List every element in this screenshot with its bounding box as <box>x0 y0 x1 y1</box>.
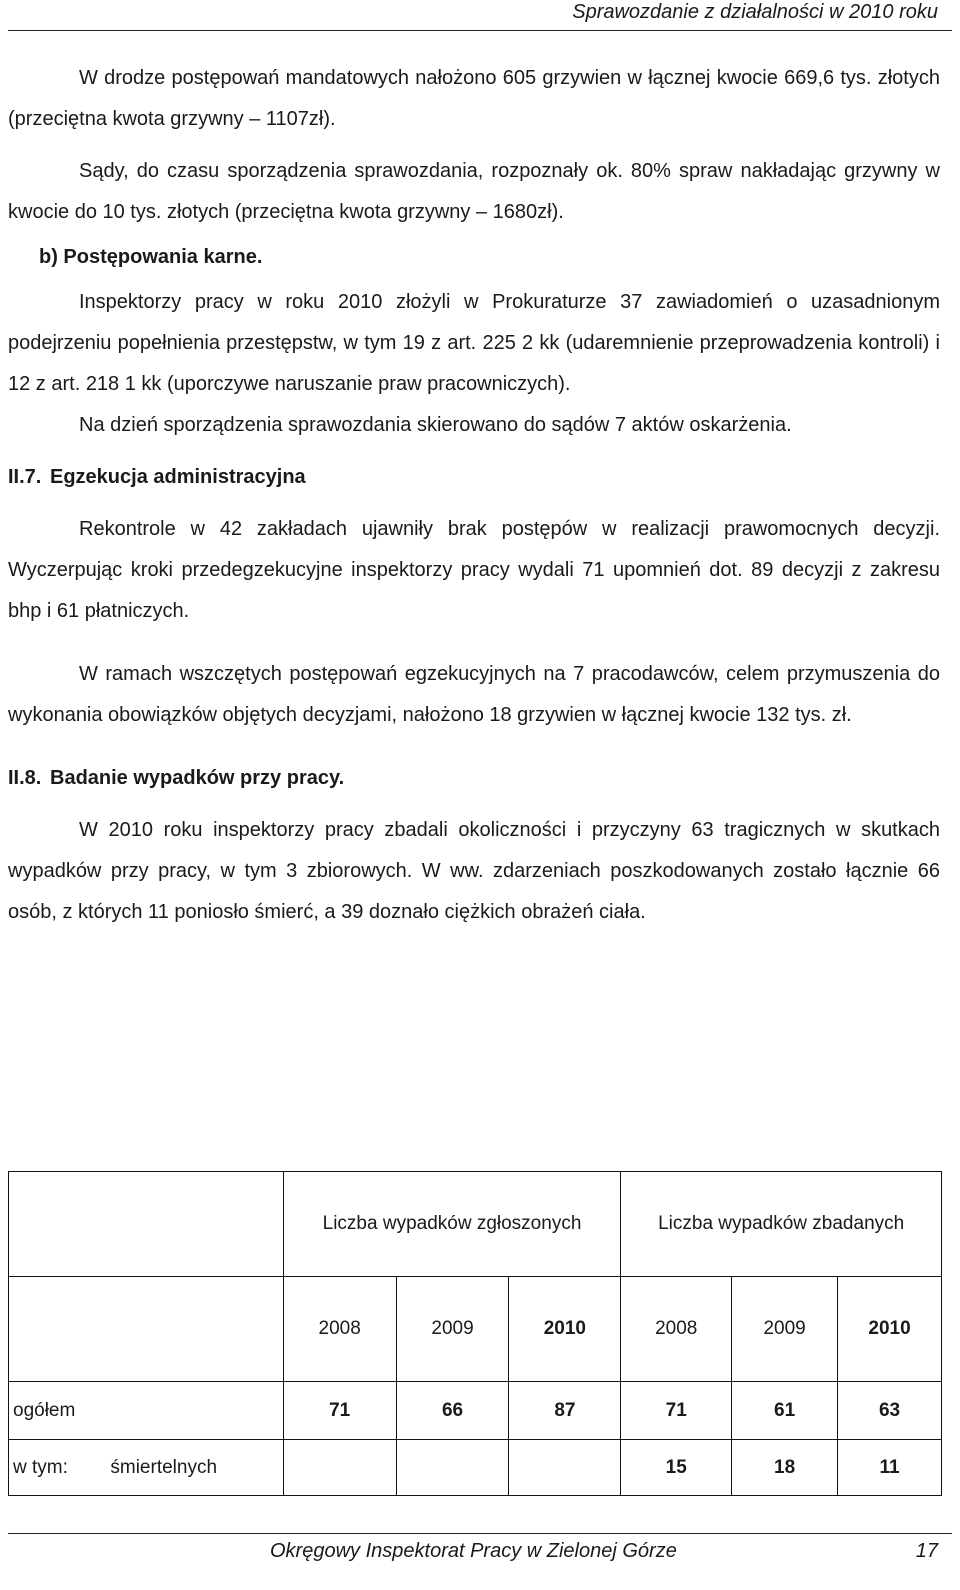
year-cell: 2010 <box>509 1277 621 1382</box>
value-cell: 15 <box>621 1440 732 1496</box>
header-investigated: Liczba wypadków zbadanych <box>621 1172 942 1277</box>
paragraph-rekontrole: Rekontrole w 42 zakładach ujawniły brak postępów w realizacji prawomocnych decyzji. Wyczerpując kroki przedegzekucyjne inspektorzy pracy wydali 71 upomnień dot. 89 decyzji z zakresu bhp i 61 płatniczych. <box>8 518 940 622</box>
section-title: Badanie wypadków przy pracy. <box>50 767 345 789</box>
paragraph-indictments: Na dzień sporządzenia sprawozdania skierowano do sądów 7 aktów oskarżenia. <box>79 414 792 436</box>
header-reported: Liczba wypadków zgłoszonych <box>283 1172 621 1277</box>
section-heading-accidents <box>8 758 940 799</box>
value-cell <box>509 1440 621 1496</box>
page-header <box>8 0 952 31</box>
paragraph-enforcement-fines: W ramach wszczętych postępowań egzekucyjnych na 7 pracodawców, celem przymuszenia do wykonania obowiązków objętych decyzjami, nałożono 18 grzywien w łącznej kwocie 132 tys. zł. <box>8 663 940 726</box>
paragraph-courts: Sądy, do czasu sporządzenia sprawozdania, rozpoznały ok. 80% spraw nakładając grzywny w kwocie do 10 tys. złotych (przeciętna kwota grzywny – 1680zł). <box>8 160 940 223</box>
value-cell: 18 <box>732 1440 838 1496</box>
year-cell: 2008 <box>621 1277 732 1382</box>
value-cell <box>396 1440 509 1496</box>
value-cell: 11 <box>838 1440 942 1496</box>
value-cell: 87 <box>509 1382 621 1440</box>
row-label-including: w tym: <box>9 1440 107 1496</box>
section-number: II.8. <box>8 767 42 789</box>
year-cell: 2008 <box>283 1277 396 1382</box>
value-cell: 66 <box>396 1382 509 1440</box>
value-cell <box>283 1440 396 1496</box>
paragraph-mandates: W drodze postępowań mandatowych nałożono 605 grzywien w łącznej kwocie 669,6 tys. złotych (przeciętna kwota grzywny – 1107zł). <box>8 67 940 130</box>
section-title: Egzekucja administracyjna <box>50 466 306 488</box>
page-content <box>8 58 940 933</box>
row-label-total: ogółem <box>9 1382 284 1440</box>
year-cell: 2010 <box>838 1277 942 1382</box>
footer-organization: Okręgowy Inspektorat Pracy w Zielonej Górze <box>270 1540 677 1562</box>
page-number: 17 <box>915 1540 938 1562</box>
value-cell: 71 <box>283 1382 396 1440</box>
section-heading-enforcement <box>8 457 940 498</box>
year-cell: 2009 <box>396 1277 509 1382</box>
value-cell: 61 <box>732 1382 838 1440</box>
page-footer <box>8 1533 952 1562</box>
row-label-fatal: śmiertelnych <box>106 1440 283 1496</box>
table-corner-cell <box>9 1277 284 1382</box>
value-cell: 71 <box>621 1382 732 1440</box>
paragraph-accidents: W 2010 roku inspektorzy pracy zbadali okoliczności i przyczyny 63 tragicznych w skutkach wypadków przy pracy, w tym 3 zbiorowych. W ww. zdarzeniach poszkodowanych zostało łącznie 66 osób, z których 11 poniosło śmierć, a 39 doznało ciężkich obrażeń ciała. <box>8 819 940 923</box>
report-title: Sprawozdanie z działalności w 2010 roku <box>572 1 938 23</box>
table-corner-cell <box>9 1172 284 1277</box>
year-cell: 2009 <box>732 1277 838 1382</box>
accidents-table <box>8 1171 942 1496</box>
section-number: II.7. <box>8 466 42 488</box>
value-cell: 63 <box>838 1382 942 1440</box>
subheading-criminal-proceedings: b) Postępowania karne. <box>39 246 263 268</box>
paragraph-prosecution: Inspektorzy pracy w roku 2010 złożyli w Prokuraturze 37 zawiadomień o uzasadnionym podejrzeniu popełnienia przestępstw, w tym 19 z art. 225 2 kk (udaremnienie przeprowadzenia kontroli) i 12 z art. 218 1 kk (uporczywe naruszanie praw pracowniczych). <box>8 291 940 395</box>
